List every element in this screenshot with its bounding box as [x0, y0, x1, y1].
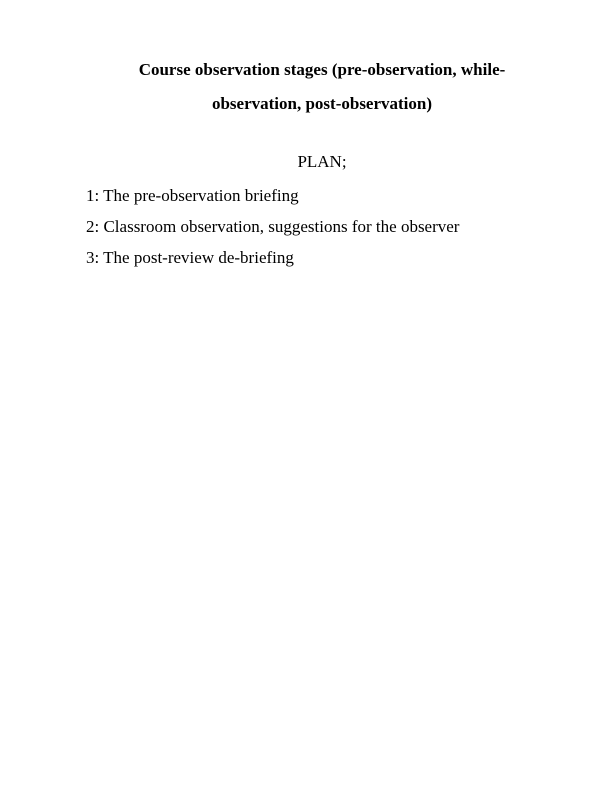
plan-item: 3: The post-review de-briefing — [86, 248, 294, 267]
document-title — [100, 53, 544, 121]
plan-heading: PLAN; — [297, 152, 347, 171]
document-title-line-2: observation, post-observation) — [211, 94, 433, 113]
plan-list — [86, 180, 459, 273]
plan-item: 2: Classroom observation, suggestions for the observer — [86, 217, 460, 236]
plan-item: 1: The pre-observation briefing — [86, 186, 299, 205]
document-title-line-1: Course observation stages (pre-observation, while- — [138, 60, 506, 79]
